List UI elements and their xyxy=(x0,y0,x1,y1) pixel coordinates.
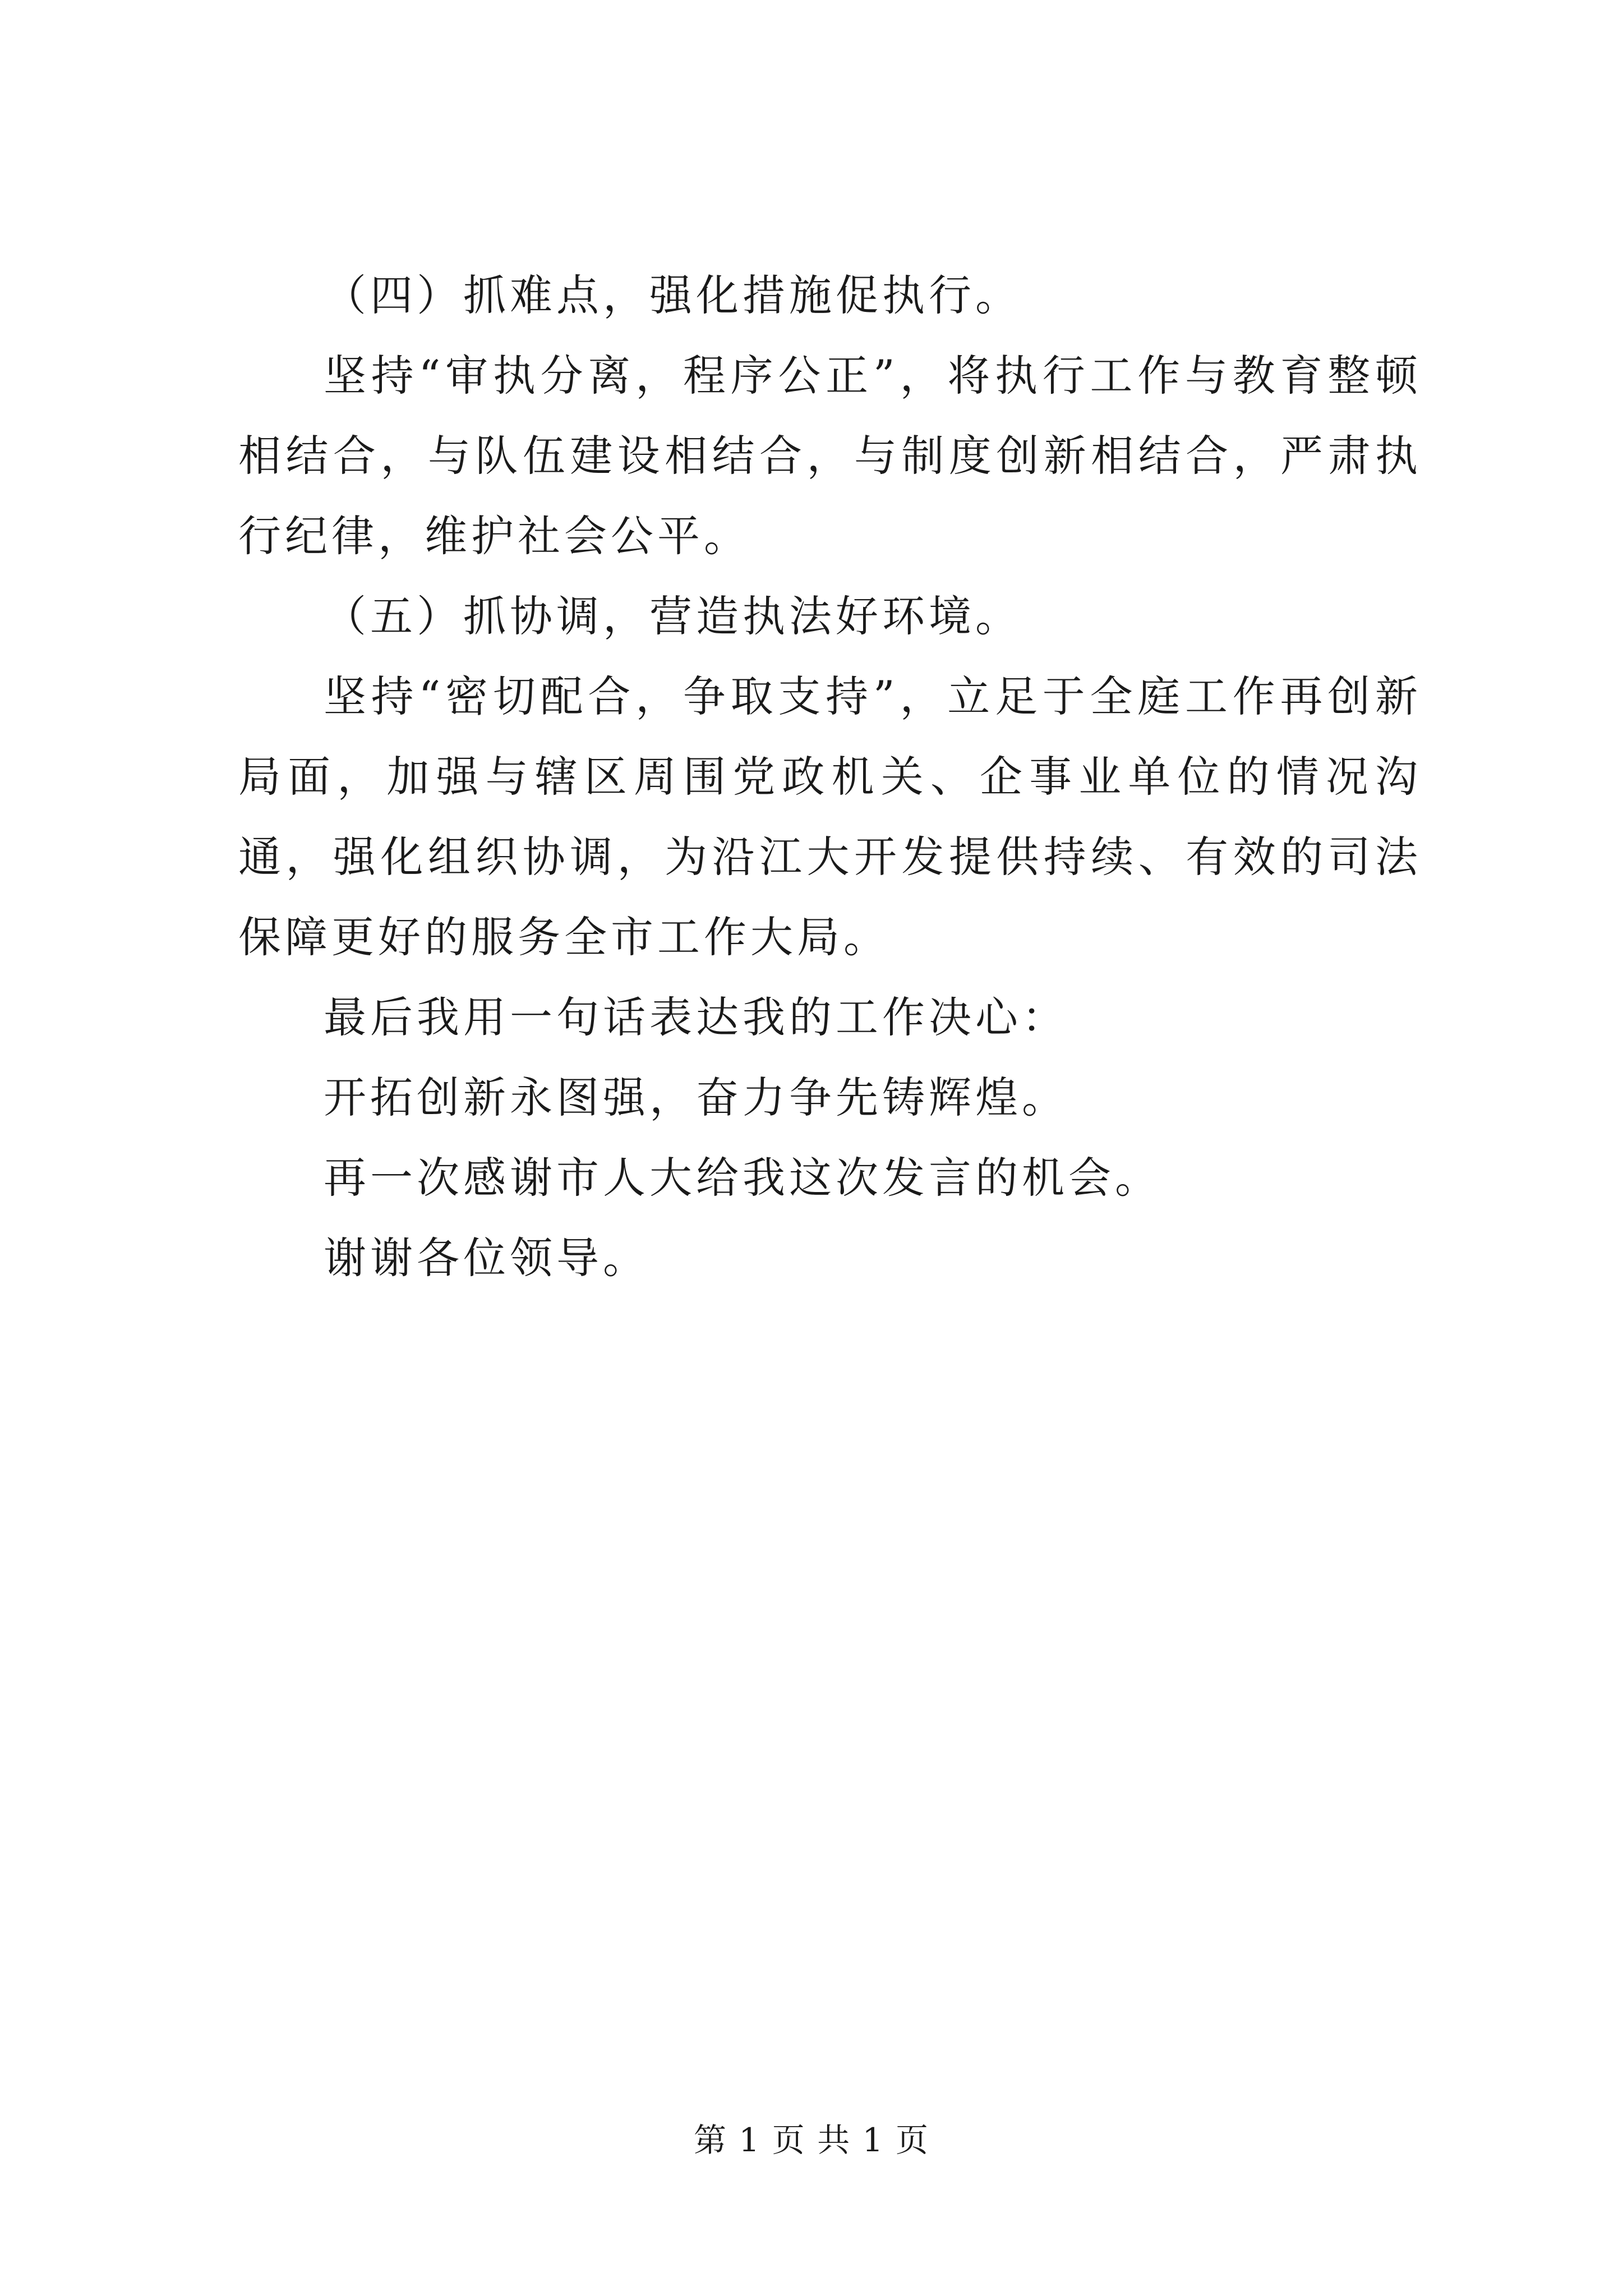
section-heading-4: （四）抓难点，强化措施促执行。 xyxy=(324,270,1022,320)
closing-salutation: 谢谢各位领导。 xyxy=(324,1233,649,1283)
closing-motto: 开拓创新永图强，奋力争先铸辉煌。 xyxy=(324,1073,1068,1122)
body-paragraph: 坚持“密切配合，争取支持”，立足于全庭工作再创新局面，加强与辖区周围党政机关、企事业单位的情况沟通，强化组织协调，为沿江大开发提供持续、有效的司法保障更好的服务全市工作大局。 xyxy=(238,671,1422,962)
closing-intro: 最后我用一句话表达我的工作决心： xyxy=(324,992,1068,1042)
page-footer: 第 1 页 共 1 页 xyxy=(694,2121,929,2159)
body-paragraph: 坚持“审执分离，程序公正”，将执行工作与教育整顿相结合，与队伍建设相结合，与制度创新相结合，严肃执行纪律，维护社会公平。 xyxy=(238,351,1422,561)
closing-thanks: 再一次感谢市人大给我这次发言的机会。 xyxy=(324,1153,1161,1203)
section-heading-5: （五）抓协调，营造执法好环境。 xyxy=(324,591,1022,641)
document-body xyxy=(238,255,1422,1298)
